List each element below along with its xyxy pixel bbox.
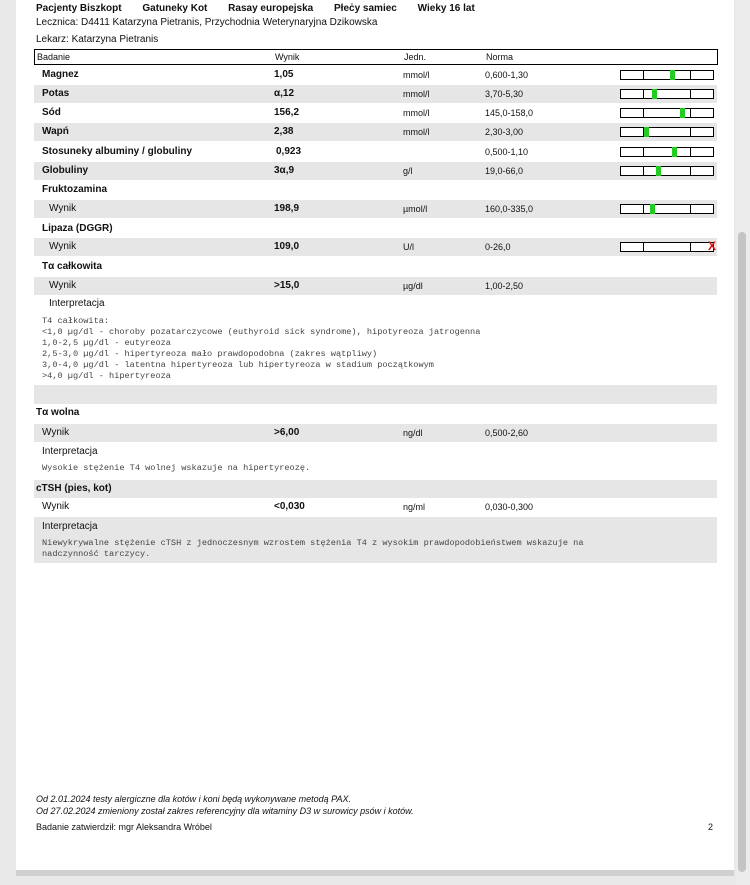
range-gauge: [620, 108, 714, 118]
result-row-t4-free: [34, 424, 717, 442]
sex-label: Płeċy samiec: [334, 3, 397, 14]
gauge-marker: [680, 108, 685, 118]
test-norm: 0,500-1,10: [485, 147, 529, 157]
col-unit: Jedn.: [404, 52, 427, 62]
age-label: Wieky 16 lat: [417, 3, 475, 14]
section-title-ctsh: cTSH (pies, kot): [36, 483, 112, 494]
test-norm: 3,70-5,30: [485, 89, 524, 99]
test-norm: 0,030-0,300: [485, 502, 534, 512]
test-norm: 160,0-335,0: [485, 204, 534, 214]
test-norm: 19,0-66,0: [485, 166, 524, 176]
doctor-line: Lekarz: Katarzyna Pietranis: [36, 34, 159, 45]
result-row-globuliny: [34, 162, 717, 180]
col-result: Wynik: [275, 52, 300, 62]
test-value: 0,923: [276, 146, 302, 157]
test-value: >6,00: [274, 427, 300, 438]
test-norm: 0,500-2,60: [485, 428, 529, 438]
test-value: 156,2: [274, 107, 300, 118]
col-test: Badanie: [37, 52, 71, 62]
test-unit: µmol/l: [403, 204, 428, 214]
test-norm: 0-26,0: [485, 242, 511, 252]
section-title-fructosamine: Fruktozamina: [42, 184, 108, 195]
result-row-albumin-globulin-ratio: [34, 143, 717, 161]
test-unit: mmol/l: [403, 70, 430, 80]
test-unit: g/l: [403, 166, 413, 176]
section-title-t4-total: Tα całkowita: [42, 261, 103, 272]
test-name: Wynik: [42, 501, 70, 512]
test-name: Globuliny: [42, 165, 89, 176]
gauge-marker: [652, 89, 657, 99]
test-unit: µg/dl: [403, 281, 423, 291]
page-number: 2: [708, 822, 714, 832]
range-gauge: [620, 147, 714, 157]
range-gauge: [620, 70, 714, 80]
test-name: Wapń: [42, 126, 69, 137]
range-gauge: [620, 204, 714, 214]
test-value: 3α,9: [274, 165, 295, 176]
test-value: <0,030: [274, 501, 305, 512]
test-unit: U/l: [403, 242, 414, 252]
approved-by: Badanie zatwierdził: mgr Aleksandra Wróbel: [36, 822, 212, 832]
test-value: α,12: [274, 88, 295, 99]
gauge-marker: [670, 70, 675, 80]
test-unit: mmol/l: [403, 108, 430, 118]
page-bottom-bar: [16, 870, 734, 876]
test-norm: 2,30-3,00: [485, 127, 524, 137]
test-name: Wynik: [42, 427, 70, 438]
range-gauge: [620, 127, 714, 137]
col-norm: Norma: [486, 52, 514, 62]
test-value: >15,0: [274, 280, 300, 291]
test-value: 2,38: [274, 126, 294, 137]
result-row-lipase: [34, 238, 717, 256]
test-name: Wynik: [49, 203, 77, 214]
gauge-marker: [650, 204, 655, 214]
test-name: Magnez: [42, 69, 79, 80]
test-name: Wynik: [49, 280, 77, 291]
species-label: Gatuneky Kot: [142, 3, 208, 14]
result-row-t4-total: [34, 277, 717, 295]
test-value: 198,9: [274, 203, 300, 214]
test-value: 1,05: [274, 69, 294, 80]
result-row-wapn: [34, 123, 717, 141]
footer-note-2: Od 27.02.2024 zmieniony został zakres referencyjny dla witaminy D3 w surowicy psów i kotów.: [36, 806, 414, 816]
result-row-sod: [34, 104, 717, 122]
test-unit: ng/ml: [403, 502, 426, 512]
test-norm: 145,0-158,0: [485, 108, 534, 118]
scrollbar-thumb[interactable]: [738, 232, 746, 872]
patient-info-line: [36, 3, 475, 14]
result-row-magnez: [34, 66, 717, 84]
section-title-t4-free: Tα wolna: [36, 407, 80, 418]
section-title-lipase: Lipaza (DGGR): [42, 223, 113, 234]
clinic-line: Lecznica: D4411 Katarzyna Pietranis, Przychodnia Weterynaryjna Dzikowska: [36, 17, 378, 28]
patient-label: Pacjenty Biszkopt: [36, 3, 122, 14]
test-norm: 0,600-1,30: [485, 70, 529, 80]
result-row-potas: [34, 85, 717, 103]
test-unit: mmol/l: [403, 89, 430, 99]
test-unit: ng/dl: [403, 428, 423, 438]
interpretation-text-t4-free: Wysokie stężenie T4 wolnej wskazuje na hipertyreozę.: [42, 463, 311, 473]
range-gauge: [620, 166, 714, 176]
test-name: Wynik: [49, 241, 77, 252]
section-bar-ctsh: [34, 480, 717, 498]
interpretation-label: Interpretacja: [49, 298, 105, 309]
gauge-marker: [656, 166, 661, 176]
test-unit: mmol/l: [403, 127, 430, 137]
test-name: Sód: [42, 107, 61, 118]
interpretation-label: Interpretacja: [42, 521, 98, 532]
column-header-row: [34, 49, 718, 65]
spacer-shade: [34, 385, 717, 404]
range-gauge: [620, 239, 716, 253]
gauge-marker: [672, 147, 677, 157]
interpretation-text-t4-total: T4 całkowita: <1,0 µg/dl - choroby pozatarczycowe (euthyroid sick syndrome), hipotyreoza jatrogenna 1,0-2,5 µg/dl - eutyreoza 2,5-3,0 µg/dl - hipertyreoza mało prawdopodobna (zakres wątpliwy) 3,0-4,0 µg/dl - latentna hipertyreoza lub hipertyreoza w stadium początkowym >4,0 µg/dl - hipertyreoza: [42, 316, 481, 381]
test-norm: 1,00-2,50: [485, 281, 524, 291]
gauge-marker: [644, 127, 649, 137]
interpretation-text-ctsh: Niewykrywalne stężenie cTSH z jednoczesnym wzrostem stężenia T4 z wysokim prawdopodobieństwem wskazuje na nadczynność tarczycy.: [42, 538, 584, 559]
out-of-range-icon: X: [707, 239, 716, 253]
test-value: 109,0: [274, 241, 300, 252]
result-row-ctsh: [34, 498, 717, 516]
result-row-fructosamine: [34, 200, 717, 218]
range-gauge: [620, 89, 714, 99]
footer-note-1: Od 2.01.2024 testy alergiczne dla kotów i koni będą wykonywane metodą PAX.: [36, 794, 352, 804]
breed-label: Rasay europejska: [228, 3, 314, 14]
test-name: Stosunekу albuminy / globuliny: [42, 146, 193, 157]
test-name: Potas: [42, 88, 70, 99]
interpretation-label: Interpretacja: [42, 446, 98, 457]
